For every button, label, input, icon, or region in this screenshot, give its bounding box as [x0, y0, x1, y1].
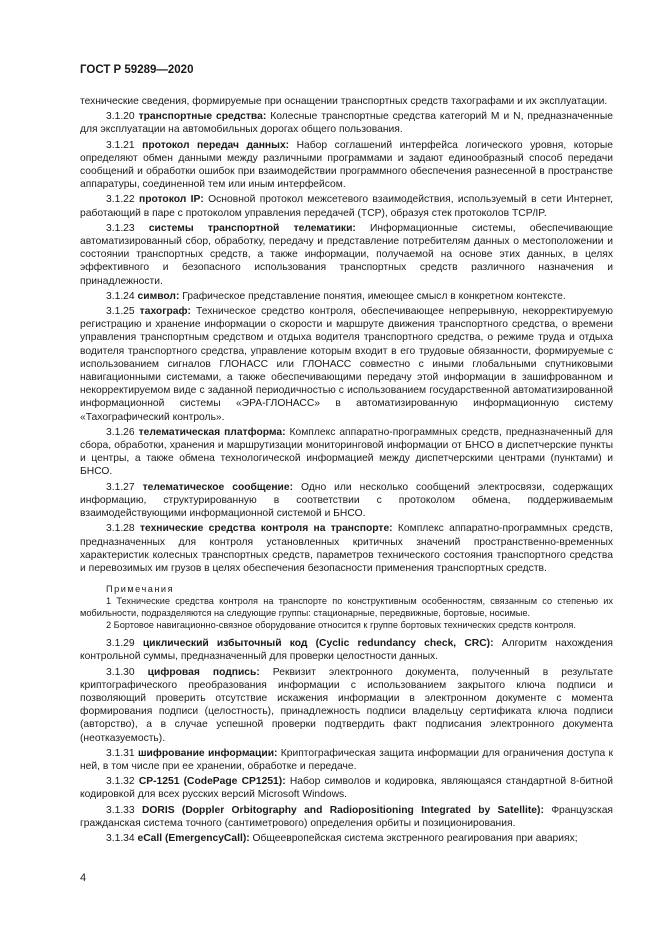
term-3-1-20: 3.1.20 транспортные средства: Колесные транспортные средства категорий M и N, предназначенные для эксплуатации на автомобильных дорогах общего пользования. [80, 111, 613, 136]
document-body [80, 95, 613, 847]
term-3-1-29: 3.1.29 циклический избыточный код (Cyclic redundancy check, CRC): Алгоритм нахождения контрольной суммы, предназначенный для проверки целостности данных. [80, 638, 613, 663]
intro-paragraph: технические сведения, формируемые при оснащении транспортных средств тахографами и их эксплуатации. [80, 96, 608, 107]
term-3-1-32: 3.1.32 CP-1251 (CodePage CP1251): Набор символов и кодировка, являющаяся стандартной 8-битной кодировкой для всех русских версий Microsoft Windows. [80, 776, 613, 801]
notes-title: Примечания [106, 584, 175, 595]
term-3-1-34: 3.1.34 eCall (EmergencyCall): Общеевропейская система экстренного реагирования при авариях; [106, 832, 578, 844]
term-3-1-23: 3.1.23 системы транспортной телематики: Информационные системы, обеспечивающие автоматизированный сбор, обработку, передачу и представление потребителям данных о местоположении и состоянии транспортных средств, а также информации, получаемой на основе этих данных, в целях эффективного и безопасного использования транспортных средств различного назначения и принадлежности. [80, 222, 613, 287]
term-3-1-22: 3.1.22 протокол IP: Основной протокол межсетевого взаимодействия, используемый в сети Интернет, работающий в паре с протоколом управления передачей (TCP), образуя стек протоколов TCP/IP. [80, 194, 613, 219]
term-3-1-25: 3.1.25 тахограф: Техническое средство контроля, обеспечивающее непрерывную, некорректируемую регистрацию и хранение информации о скорости и маршруте движения транспортного средства, о времени управления транспортным средством и отдыха водителя транспортного средства, о режиме труда и отдыха водителя транспортного средства, управление которым входит в его трудовые обязанности, формируемые с использованием сигналов ГЛОНАСС или ГЛОНАСС совместно с иными глобальными спутниковыми навигационными системами, а также обеспечивающими передачу этой информации в зашифрованном и некорректируемом виде с заданной периодичностью с использованием государственной автоматизированной информационной системы «ЭРА-ГЛОНАСС» в автоматизированную информационную систему «Тахографический контроль». [80, 306, 613, 423]
term-3-1-21: 3.1.21 протокол передач данных: Набор соглашений интерфейса логического уровня, которые определяют обмен данными между различными программами и задают единообразный способ передачи сообщений и обработки ошибок при взаимодействии программного обеспечения разнесенной в пространстве аппаратуры, соединенной тем или иным интерфейсом. [80, 139, 613, 191]
term-3-1-27: 3.1.27 телематическое сообщение: Одно или несколько сообщений электросвязи, содержащих информацию, структурированную в соответствии с протоколом обмена, поддерживаемым взаимодействующими информационной системой и БНСО. [80, 481, 613, 520]
term-3-1-31: 3.1.31 шифрование информации: Криптографическая защита информации для ограничения доступа к ней, в том числе при ее хранении, обработке и передаче. [80, 747, 613, 772]
term-3-1-33: 3.1.33 DORIS (Doppler Orbitography and Radiopositioning Integrated by Satellite): Французская гражданская система точного (сантиметрового) определения орбиты и позиционирования. [80, 804, 613, 829]
term-3-1-26: 3.1.26 телематическая платформа: Комплекс аппаратно-программных средств, предназначенный для сбора, обработки, хранения и маршрутизации мониторинговой информации от БНСО в диспетчерские пункты и центры, а также обмена технологической информацией между диспетчерскими центрами (пунктами) и БНСО. [80, 426, 613, 478]
document-header: ГОСТ Р 59289—2020 [80, 64, 194, 76]
terms-list-continued [80, 637, 613, 845]
notes-block [80, 583, 613, 631]
note-item: 2 Бортовое навигационно-связное оборудование относится к группе бортовых технических средств контроля. [106, 620, 576, 631]
note-item: 1 Технические средства контроля на транспорте по конструктивным особенностям, связанным со степенью их мобильности, подразделяются на следующие группы: стационарные, передвижные, бортовые, носимые. [80, 596, 613, 619]
term-3-1-30: 3.1.30 цифровая подпись: Реквизит электронного документа, полученный в результате криптографического преобразования информации с использованием закрытого ключа подписи и позволяющий проверить отсутствие искажения информации в электронном документе с момента формирования подписи (целостность), принадлежность подписи владельцу сертификата ключа подписи (авторство), а в случае успешной проверки подтвердить факт подписания электронного документа (неотказуемость). [80, 666, 613, 744]
term-3-1-24: 3.1.24 символ: Графическое представление понятия, имеющее смысл в конкретном контексте. [106, 290, 566, 302]
term-3-1-28: 3.1.28 технические средства контроля на транспорте: Комплекс аппаратно-программных средств, предназначенных для контроля установленных критичных значений пространственно-временных характеристик колесных транспортных средств, параметров технического состояния транспортного средства и перевозимых им грузов в целях обеспечения безопасности применения транспортных средств. [80, 523, 613, 574]
page-number: 4 [80, 872, 87, 884]
terms-list [80, 110, 613, 575]
